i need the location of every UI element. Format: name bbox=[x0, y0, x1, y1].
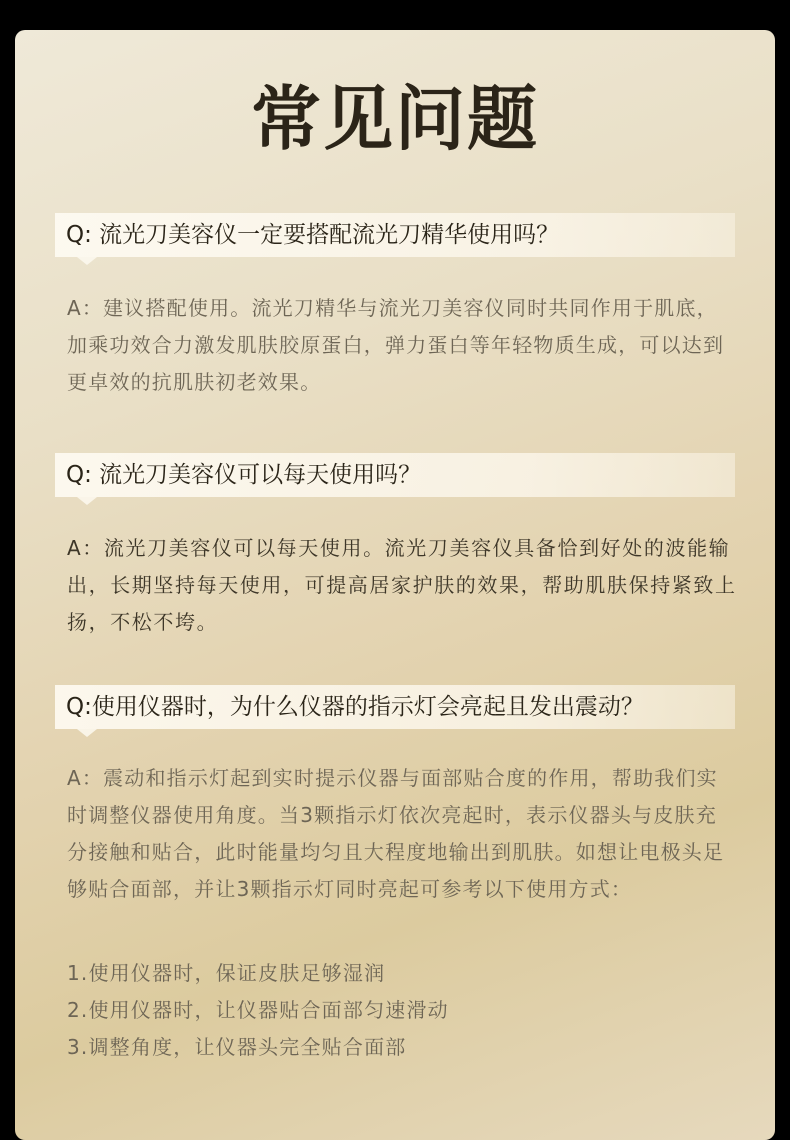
question-box-2 bbox=[55, 453, 735, 497]
question-text-2: Q: 流光刀美容仪可以每天使用吗？ bbox=[66, 462, 422, 488]
question-box-1 bbox=[55, 213, 735, 257]
question-box-3 bbox=[55, 685, 735, 729]
usage-step-3: 3.调整角度，让仪器头完全贴合面部 bbox=[67, 1035, 407, 1059]
question-text-3: Q:使用仪器时，为什么仪器的指示灯会亮起且发出震动？ bbox=[66, 694, 644, 720]
usage-steps-list bbox=[67, 955, 737, 1066]
answer-text-1: A：建议搭配使用。流光刀精华与流光刀美容仪同时共同作用于肌底，加乘功效合力激发肌肤胶原蛋白，弹力蛋白等年轻物质生成，可以达到更卓效的抗肌肤初老效果。 bbox=[67, 296, 725, 394]
usage-step-1: 1.使用仪器时，保证皮肤足够湿润 bbox=[67, 961, 386, 985]
answer-text-3: A：震动和指示灯起到实时提示仪器与面部贴合度的作用，帮助我们实时调整仪器使用角度。当3颗指示灯依次亮起时，表示仪器头与皮肤充分接触和贴合，此时能量均匀且大程度地输出到肌肤。如想让电极头足够贴合面部，并让3颗指示灯同时亮起可参考以下使用方式： bbox=[67, 766, 725, 901]
usage-step-2: 2.使用仪器时，让仪器贴合面部匀速滑动 bbox=[67, 998, 449, 1022]
page-title: 常见问题 bbox=[251, 78, 539, 160]
question-text-1: Q: 流光刀美容仪一定要搭配流光刀精华使用吗？ bbox=[66, 222, 560, 248]
answer-text-2: A：流光刀美容仪可以每天使用。流光刀美容仪具备恰到好处的波能输出，长期坚持每天使用，可提高居家护肤的效果，帮助肌肤保持紧致上扬，不松不垮。 bbox=[67, 536, 737, 634]
